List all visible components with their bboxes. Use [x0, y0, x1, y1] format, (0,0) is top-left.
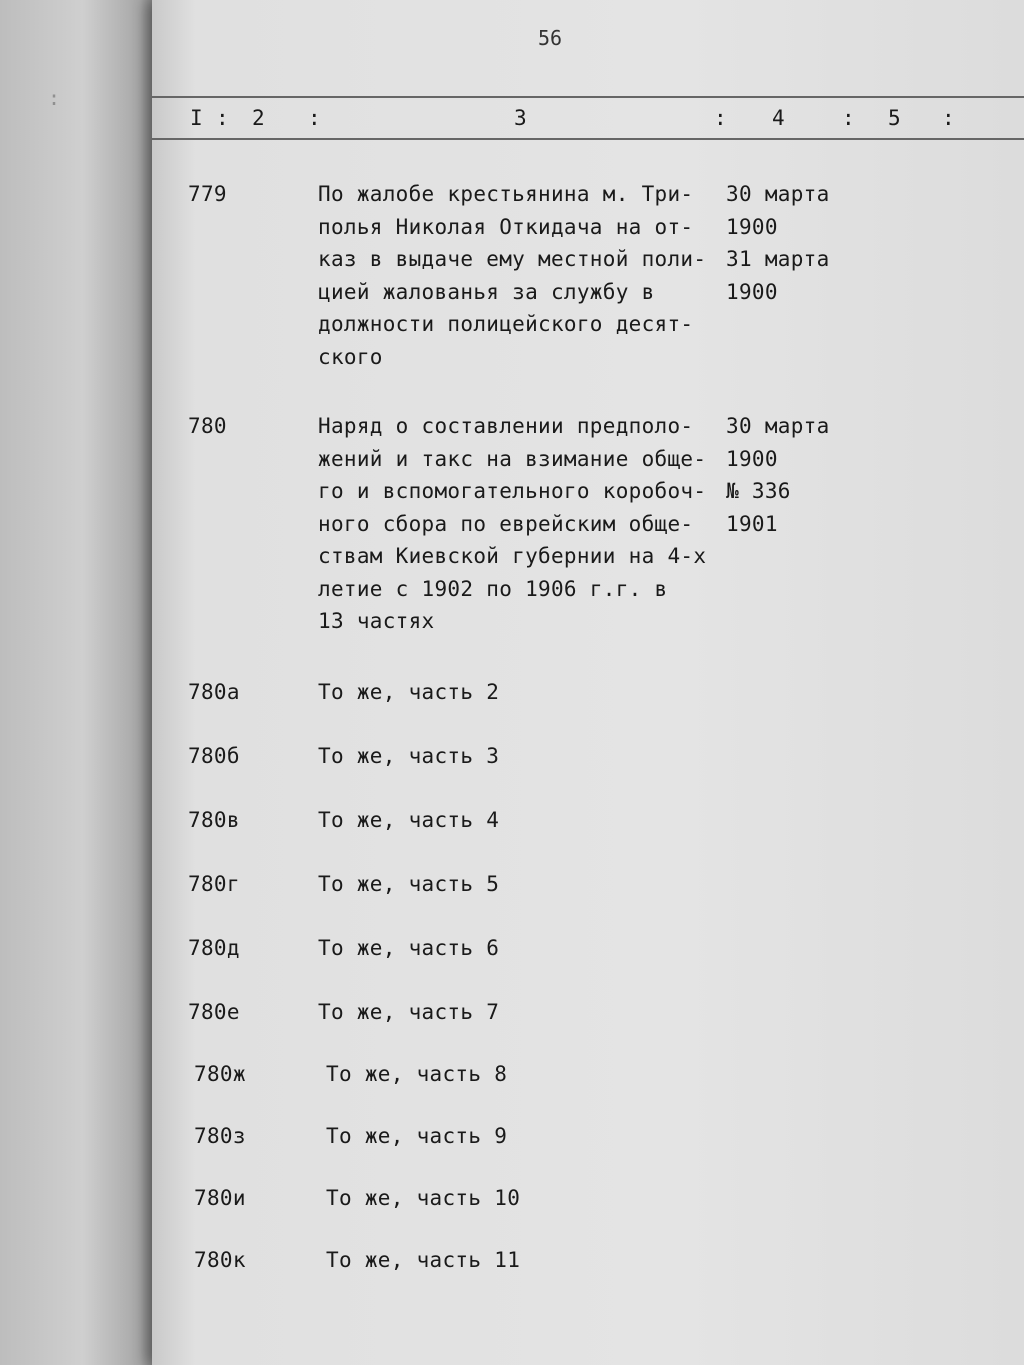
record-description [318, 740, 499, 773]
header-separator: : [216, 106, 229, 130]
record-description [318, 178, 706, 373]
previous-page-edge [0, 0, 165, 1365]
header-separator: : [308, 106, 321, 130]
description-line: То же, часть 5 [318, 872, 500, 896]
record-number: 780в [188, 808, 240, 832]
record-number: 780а [188, 680, 240, 704]
record-description [318, 804, 499, 837]
description-line: полья Николая Откидача на от- [318, 214, 694, 239]
record-number: 779 [188, 182, 227, 206]
record-description [318, 676, 499, 709]
date-line: 1900 [726, 214, 778, 239]
header-col-4: 4 [772, 106, 785, 130]
record-number: 780з [194, 1124, 246, 1148]
record-number: 780г [188, 872, 240, 896]
record-number: 780е [188, 1000, 240, 1024]
record-description [318, 410, 706, 638]
record-number: 780 [188, 414, 227, 438]
description-line: летие с 1902 по 1906 г.г. в [318, 576, 668, 601]
date-line: 30 марта [726, 414, 830, 438]
description-line: То же, часть 3 [318, 744, 500, 768]
column-header-row [152, 96, 1024, 140]
record-number: 780б [188, 744, 240, 768]
date-line: № 336 [726, 479, 791, 503]
description-line: То же, часть 9 [326, 1124, 508, 1148]
record-number: 780ж [194, 1062, 246, 1086]
record-description [326, 1244, 520, 1277]
description-line: То же, часть 8 [326, 1062, 508, 1086]
description-line: То же, часть 7 [318, 1000, 500, 1024]
record-description [318, 932, 499, 965]
description-line: То же, часть 6 [318, 936, 500, 960]
header-col-3: 3 [514, 106, 527, 130]
header-col-1: I [190, 106, 203, 130]
date-line: 31 марта [726, 247, 830, 271]
description-line: Наряд о составлении предполо- [318, 414, 694, 438]
header-col-2: 2 [252, 106, 265, 130]
description-line: го и вспомогательного коробоч- [318, 479, 707, 503]
description-line: То же, часть 2 [318, 680, 500, 704]
header-col-5: 5 [888, 106, 901, 130]
description-line: То же, часть 4 [318, 808, 500, 832]
record-description [326, 1120, 507, 1153]
record-dates [726, 178, 830, 308]
description-line: ствам Киевской губернии на 4-х [318, 544, 707, 568]
description-line: цией жалованья за службу в [318, 279, 655, 304]
description-line: То же, часть 10 [326, 1186, 521, 1210]
description-line: жений и такс на взимание обще- [318, 446, 707, 471]
description-line: ского [318, 344, 383, 369]
document-page [152, 0, 1024, 1365]
page-number: 56 [538, 26, 563, 50]
record-description [318, 868, 499, 901]
record-description [318, 996, 499, 1029]
bleed-through-mark: : [48, 86, 62, 110]
description-line: каз в выдаче ему местной поли- [318, 247, 707, 271]
description-line: 13 частях [318, 609, 435, 633]
record-number: 780к [194, 1248, 246, 1272]
date-line: 30 марта [726, 182, 830, 206]
date-line: 1901 [726, 511, 778, 536]
header-separator: : [942, 106, 955, 130]
date-line: 1900 [726, 279, 778, 304]
description-line: должности полицейского десят- [318, 312, 694, 336]
description-line: ного сбора по еврейским обще- [318, 511, 694, 536]
description-line: То же, часть 11 [326, 1248, 521, 1272]
record-number: 780д [188, 936, 240, 960]
description-line: По жалобе крестьянина м. Три- [318, 182, 694, 206]
date-line: 1900 [726, 446, 778, 471]
header-separator: : [714, 106, 727, 130]
record-number: 780и [194, 1186, 246, 1210]
record-description [326, 1058, 507, 1091]
record-description [326, 1182, 520, 1215]
header-separator: : [842, 106, 855, 130]
record-dates [726, 410, 830, 540]
